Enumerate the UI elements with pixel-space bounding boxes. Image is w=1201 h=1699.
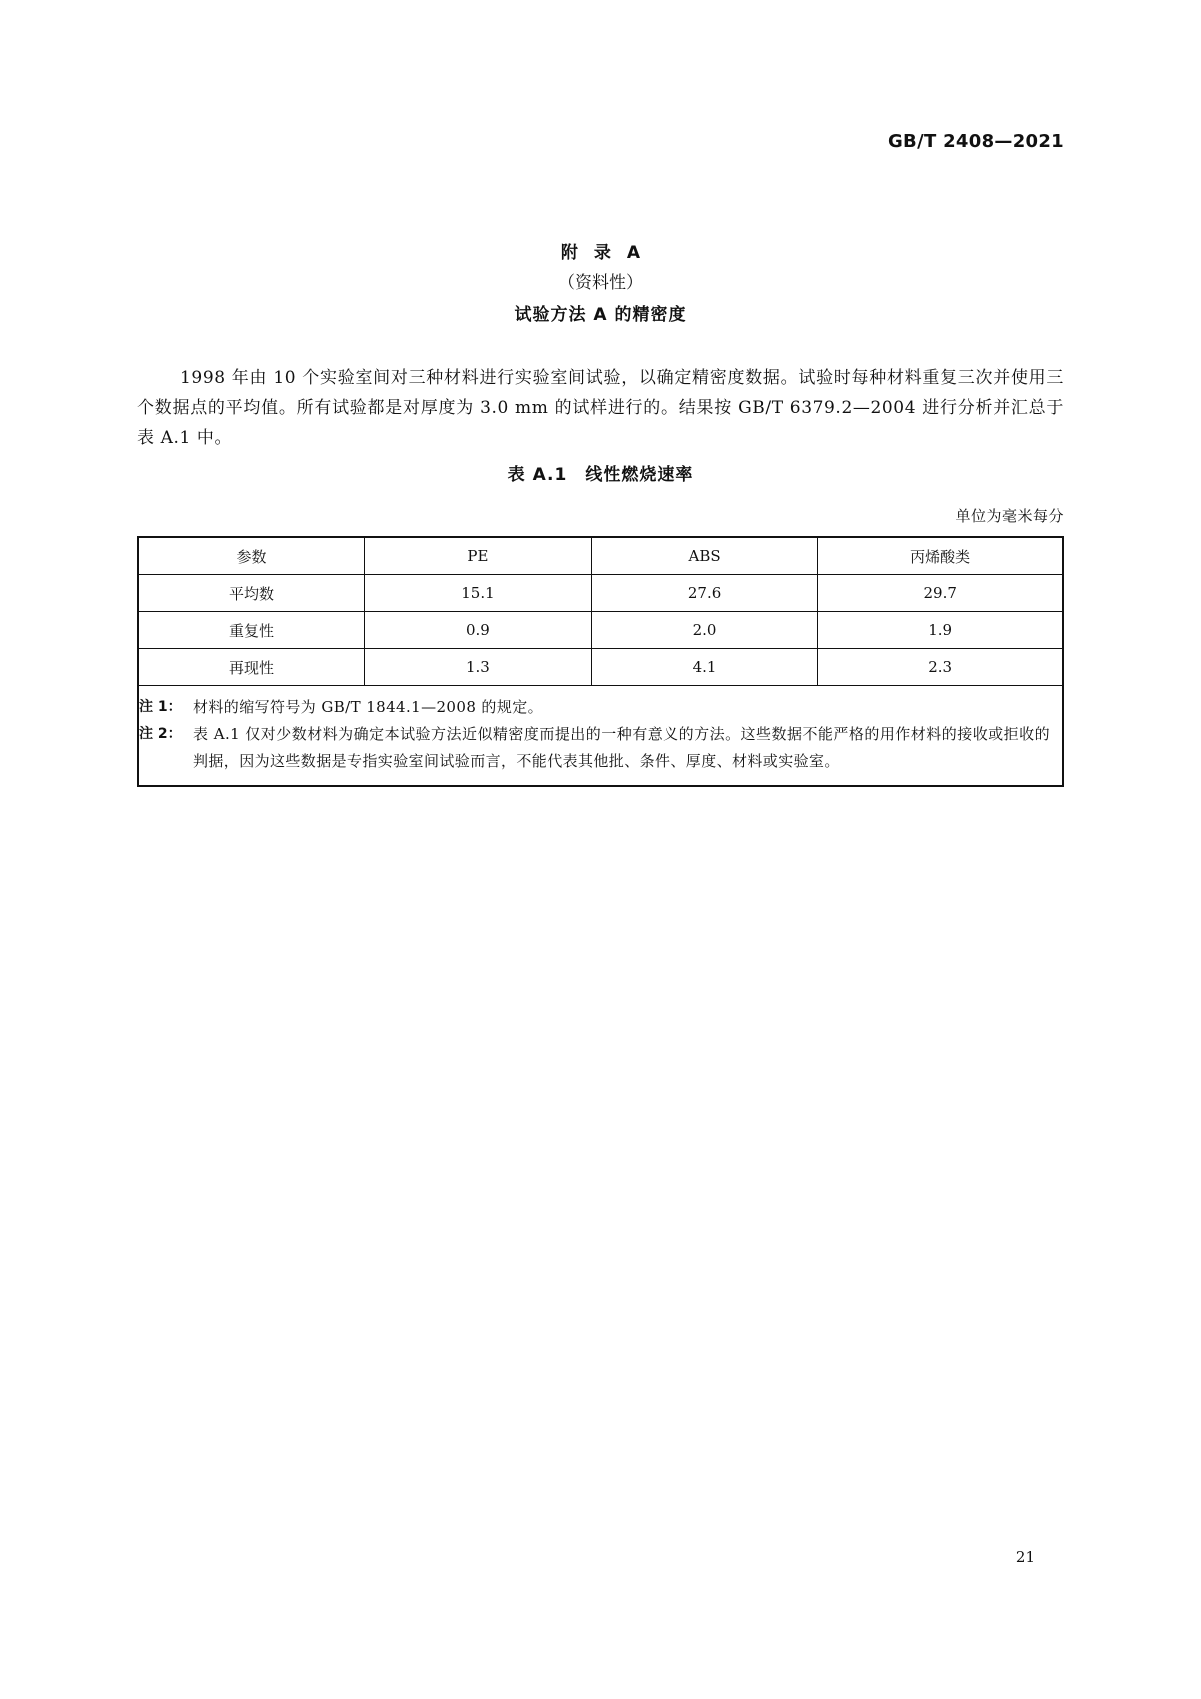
value-cell: 29.7 (818, 575, 1063, 612)
note-1-text: 材料的缩写符号为 GB/T 1844.1—2008 的规定。 (193, 698, 544, 716)
note-2-label: 注 2： (139, 726, 182, 742)
note-1 (139, 694, 1050, 721)
table-notes (138, 686, 1063, 787)
value-cell: 15.1 (365, 575, 592, 612)
table-row (138, 612, 1063, 649)
header-cell: 参数 (138, 537, 365, 575)
note-2-text: 表 A.1 仅对少数材料为确定本试验方法近似精密度而提出的一种有意义的方法。这些数据不能严格的用作材料的接收或拒收的判据，因为这些数据是专指实验室间试验而言，不能代表其他批、条件、厚度、材料或实验室。 (193, 725, 1050, 770)
table-header-row (138, 537, 1063, 575)
note-2 (139, 721, 1050, 775)
body-paragraph: 1998 年由 10 个实验室间对三种材料进行实验室间试验，以确定精密度数据。试验时每种材料重复三次并使用三个数据点的平均值。所有试验都是对厚度为 3.0 mm 的试样进行的。结果按 GB/T 6379.2—2004 进行分析并汇总于表 A.1 中。 (137, 368, 1064, 448)
table-row (138, 649, 1063, 686)
value-cell: 2.0 (591, 612, 818, 649)
row-label-cell: 平均数 (138, 575, 365, 612)
annex-nature: （资料性） (558, 273, 643, 293)
table-notes-row (138, 686, 1063, 787)
value-cell: 2.3 (818, 649, 1063, 686)
data-table (137, 536, 1064, 787)
value-cell: 27.6 (591, 575, 818, 612)
page-number: 21 (1015, 1548, 1035, 1566)
table-row (138, 575, 1063, 612)
row-label-cell: 再现性 (138, 649, 365, 686)
table-unit-note: 单位为毫米每分 (955, 507, 1064, 525)
table-caption: 表 A.1 线性燃烧速率 (507, 465, 694, 485)
value-cell: 1.3 (365, 649, 592, 686)
header-cell: PE (365, 537, 592, 575)
annex-title: 试验方法 A 的精密度 (514, 305, 687, 325)
header-cell: 丙烯酸类 (818, 537, 1063, 575)
note-1-label: 注 1： (139, 699, 182, 715)
standard-code: GB/T 2408—2021 (887, 131, 1064, 152)
value-cell: 4.1 (591, 649, 818, 686)
header-cell: ABS (591, 537, 818, 575)
value-cell: 1.9 (818, 612, 1063, 649)
annex-label: 附录A (560, 243, 657, 263)
value-cell: 0.9 (365, 612, 592, 649)
row-label-cell: 重复性 (138, 612, 365, 649)
